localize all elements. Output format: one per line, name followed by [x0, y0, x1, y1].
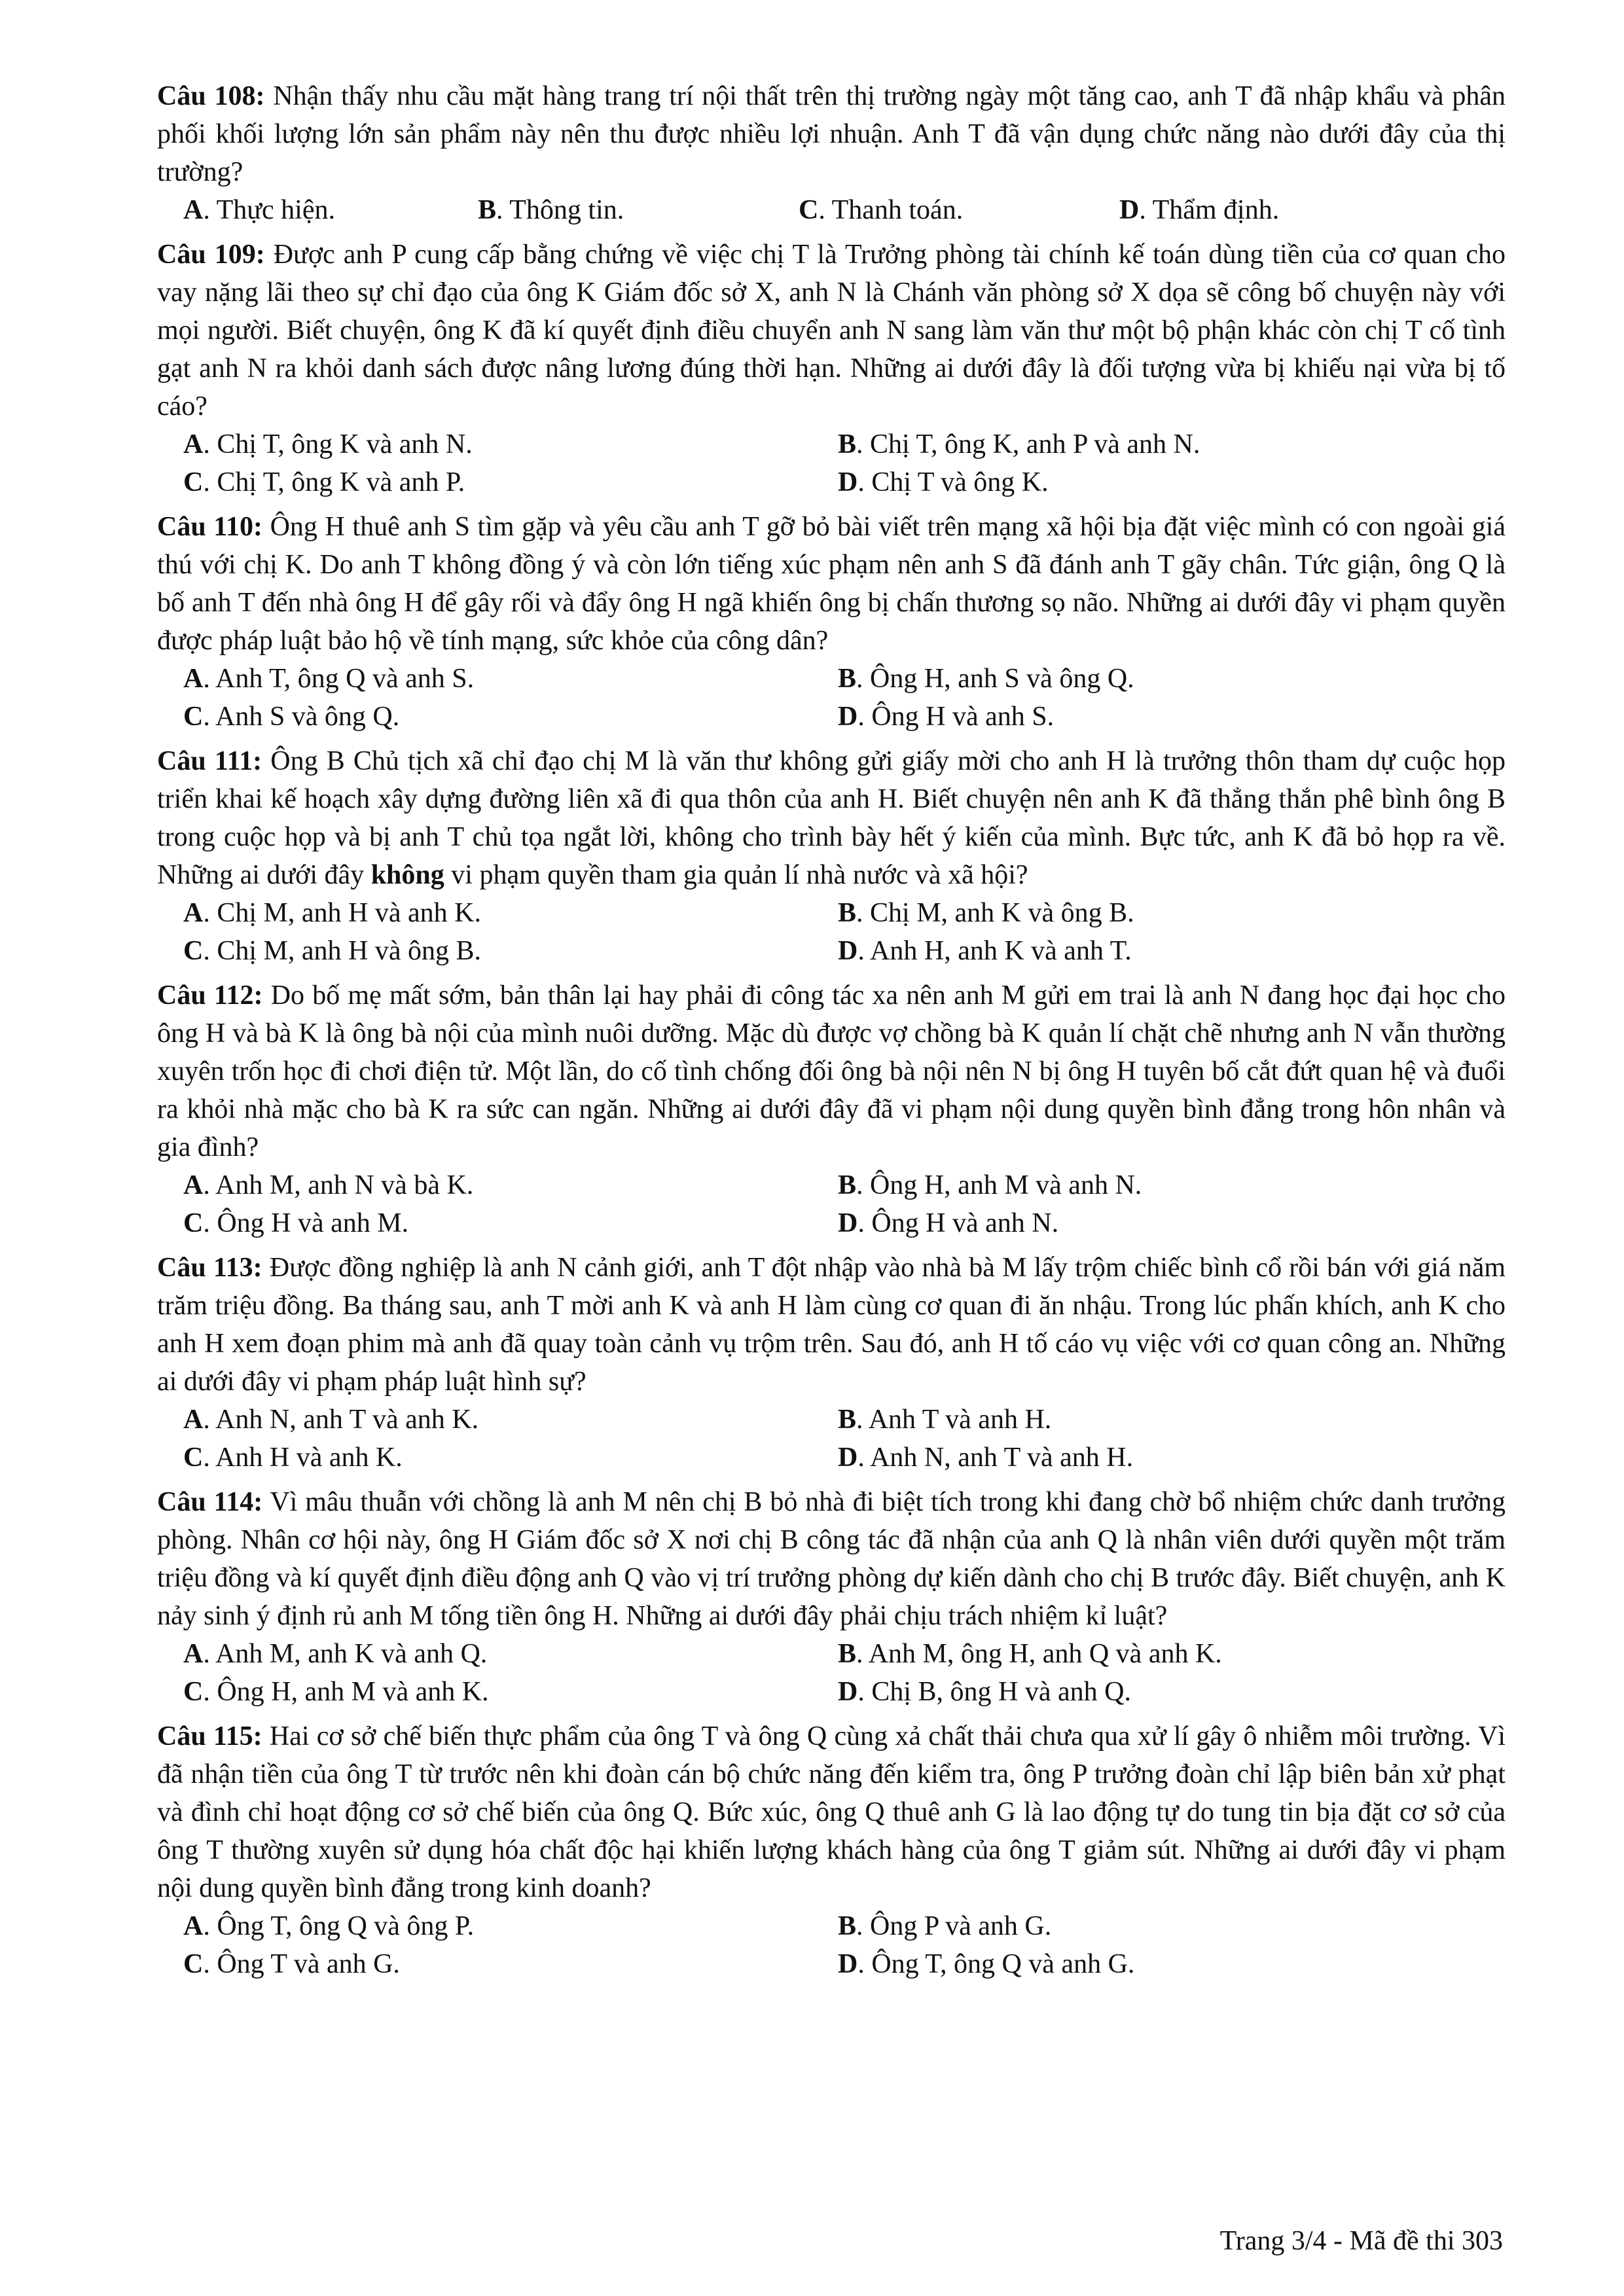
- option-letter: D: [838, 702, 858, 732]
- question-stem: [157, 1483, 1506, 1635]
- option-letter: C: [183, 702, 204, 732]
- option-b[interactable]: [838, 660, 1519, 698]
- question-text: vi phạm quyền tham gia quản lí nhà nước và xã hội?: [444, 860, 1028, 890]
- option-text: . Ông T và anh G.: [203, 1949, 400, 1979]
- option-c[interactable]: [157, 1945, 838, 1983]
- question-label: Câu 112:: [157, 980, 263, 1011]
- option-b[interactable]: [478, 191, 799, 229]
- option-text: . Chị T, ông K và anh N.: [203, 429, 473, 459]
- option-text: . Ông T, ông Q và ông P.: [203, 1911, 475, 1941]
- question-112: [157, 977, 1506, 1242]
- option-d[interactable]: [838, 1204, 1519, 1242]
- option-text: . Ông H, anh M và anh N.: [856, 1170, 1142, 1200]
- option-text: . Anh H, anh K và anh T.: [857, 936, 1132, 966]
- option-text: . Thực hiện.: [203, 195, 335, 225]
- question-text: Được đồng nghiệp là anh N cảnh giới, anh T đột nhập vào nhà bà M lấy trộm chiếc bình cổ rồi bán với giá năm trăm triệu đồng. Ba tháng sau, anh T mời anh K và anh H làm cùng cơ quan đi ăn nhậu. Trong lúc phấn khích, anh K cho anh H xem đoạn phim mà anh đã quay toàn cảnh vụ trộm trên. Sau đó, anh H tố cáo vụ việc với cơ quan công an. Những ai dưới đây vi phạm pháp luật hình sự?: [157, 1253, 1506, 1397]
- question-110: [157, 508, 1506, 736]
- question-label: Câu 115:: [157, 1721, 262, 1751]
- question-stem: [157, 508, 1506, 660]
- question-stem: [157, 1717, 1506, 1907]
- question-label: Câu 114:: [157, 1487, 263, 1517]
- option-text: . Anh S và ông Q.: [203, 702, 400, 732]
- question-label: Câu 110:: [157, 512, 262, 542]
- option-letter: A: [183, 1911, 204, 1941]
- option-letter: B: [838, 429, 857, 459]
- option-a[interactable]: [157, 1166, 838, 1204]
- option-d[interactable]: [838, 698, 1519, 736]
- option-d[interactable]: [838, 1945, 1519, 1983]
- option-b[interactable]: [838, 1401, 1519, 1439]
- option-letter: B: [838, 664, 857, 694]
- question-text: Vì mâu thuẫn với chồng là anh M nên chị B bỏ nhà đi biệt tích trong khi đang chờ bổ nhiệm chức danh trưởng phòng. Nhân cơ hội này, ông H Giám đốc sở X nơi chị B công tác đã nhận của anh Q là nhân viên dưới quyền một trăm triệu đồng và kí quyết định điều động anh Q vào vị trí trưởng phòng dự kiến dành cho chị B trước đây. Biết chuyện, anh K nảy sinh ý định rủ anh M tống tiền ông H. Những ai dưới đây phải chịu trách nhiệm kỉ luật?: [157, 1487, 1506, 1631]
- answer-options: [157, 894, 1506, 970]
- option-letter: A: [183, 195, 204, 225]
- question-111: [157, 742, 1506, 970]
- option-text: . Chị M, anh K và ông B.: [856, 898, 1134, 928]
- exam-page: [157, 77, 1506, 1990]
- answer-options: [157, 1401, 1506, 1477]
- question-text: Nhận thấy nhu cầu mặt hàng trang trí nội thất trên thị trường ngày một tăng cao, anh T đã nhập khẩu và phân phối khối lượng lớn sản phẩm này nên thu được nhiều lợi nhuận. Anh T đã vận dụng chức năng nào dưới đây của thị trường?: [157, 81, 1506, 187]
- answer-options: [157, 425, 1506, 501]
- answer-options: [157, 1166, 1506, 1242]
- options-row: [157, 660, 1506, 698]
- question-stem: [157, 1249, 1506, 1401]
- option-a[interactable]: [157, 1635, 838, 1673]
- option-letter: C: [183, 1677, 204, 1707]
- option-text: . Ông H, anh S và ông Q.: [856, 664, 1134, 694]
- option-text: . Ông H và anh M.: [203, 1208, 409, 1238]
- option-text: . Anh T và anh H.: [856, 1405, 1052, 1435]
- option-text: . Ông H, anh M và anh K.: [203, 1677, 489, 1707]
- question-115: [157, 1717, 1506, 1983]
- option-letter: C: [183, 1443, 204, 1473]
- options-row: [157, 932, 1506, 970]
- option-c[interactable]: [157, 1673, 838, 1711]
- options-row: [157, 191, 1506, 229]
- option-text: . Chị T và ông K.: [857, 467, 1049, 497]
- option-letter: B: [838, 1170, 857, 1200]
- option-letter: C: [183, 467, 204, 497]
- option-d[interactable]: [838, 463, 1519, 501]
- option-text: . Anh T, ông Q và anh S.: [203, 664, 475, 694]
- option-letter: C: [183, 936, 204, 966]
- option-text: . Chị M, anh H và anh K.: [203, 898, 481, 928]
- option-letter: A: [183, 1170, 204, 1200]
- option-text: . Thẩm định.: [1139, 195, 1280, 225]
- option-c[interactable]: [157, 463, 838, 501]
- option-letter: D: [838, 467, 858, 497]
- option-a[interactable]: [157, 1907, 838, 1945]
- option-b[interactable]: [838, 1907, 1519, 1945]
- question-text: Ông H thuê anh S tìm gặp và yêu cầu anh T gỡ bỏ bài viết trên mạng xã hội bịa đặt việc mình có con ngoài giá thú với chị K. Do anh T không đồng ý và còn lớn tiếng xúc phạm nên anh S đã đánh anh T gãy chân. Tức giận, ông Q là bố anh T đến nhà ông H để gây rối và đẩy ông H ngã khiến ông bị chấn thương sọ não. Những ai dưới đây vi phạm quyền được pháp luật bảo hộ về tính mạng, sức khỏe của công dân?: [157, 512, 1506, 656]
- question-label: Câu 111:: [157, 746, 262, 776]
- option-letter: B: [838, 898, 857, 928]
- option-b[interactable]: [838, 1635, 1519, 1673]
- question-text: Ông B Chủ tịch xã chỉ đạo chị M là văn thư không gửi giấy mời cho anh H là trưởng thôn tham dự cuộc họp triển khai kế hoạch xây dựng đường liên xã đi qua thôn của anh H. Biết chuyện nên anh K đã thẳng thắn phê bình ông B trong cuộc họp và bị anh T chủ tọa ngắt lời, không cho trình bày hết ý kiến của mình. Bực tức, anh K đã bỏ họp ra về. Những ai dưới đây: [157, 746, 1506, 890]
- option-letter: D: [838, 936, 858, 966]
- options-row: [157, 1166, 1506, 1204]
- option-a[interactable]: [157, 191, 478, 229]
- option-letter: C: [799, 195, 819, 225]
- option-text: . Anh N, anh T và anh H.: [857, 1443, 1134, 1473]
- option-text: . Ông H và anh S.: [857, 702, 1055, 732]
- question-stem: [157, 236, 1506, 425]
- option-text: . Ông T, ông Q và anh G.: [857, 1949, 1135, 1979]
- option-letter: A: [183, 1405, 204, 1435]
- option-a[interactable]: [157, 660, 838, 698]
- option-b[interactable]: [838, 1166, 1519, 1204]
- option-text: . Thông tin.: [496, 195, 624, 225]
- option-c[interactable]: [157, 1204, 838, 1242]
- option-text: . Chị B, ông H và anh Q.: [857, 1677, 1131, 1707]
- option-letter: D: [838, 1208, 858, 1238]
- option-a[interactable]: [157, 425, 838, 463]
- option-d[interactable]: [838, 1439, 1519, 1477]
- question-text: Hai cơ sở chế biến thực phẩm của ông T và ông Q cùng xả chất thải chưa qua xử lí gây ô nhiễm môi trường. Vì đã nhận tiền của ông T từ trước nên khi đoàn cán bộ chức năng đến kiểm tra, ông P trưởng đoàn chỉ lập biên bản xử phạt và đình chỉ hoạt động cơ sở chế biến của ông Q. Bức xúc, ông Q thuê anh G là lao động tự do tung tin bịa đặt cơ sở của ông T thường xuyên sử dụng hóa chất độc hại khiến lượng khách hàng của ông T giảm sút. Những ai dưới đây vi phạm nội dung quyền bình đẳng trong kinh doanh?: [157, 1721, 1506, 1903]
- option-letter: C: [183, 1949, 204, 1979]
- option-c[interactable]: [157, 698, 838, 736]
- question-text: Do bố mẹ mất sớm, bản thân lại hay phải đi công tác xa nên anh M gửi em trai là anh N đang học đại học cho ông H và bà K là ông bà nội của mình nuôi dưỡng. Mặc dù được vợ chồng bà K quản lí chặt chẽ nhưng anh N vẫn thường xuyên trốn học đi chơi điện tử. Một lần, do cố tình chống đối ông bà nội nên N bị ông H tuyên bố cắt đứt quan hệ và đuổi ra khỏi nhà mặc cho bà K ra sức can ngăn. Những ai dưới đây đã vi phạm nội dung quyền bình đẳng trong hôn nhân và gia đình?: [157, 980, 1506, 1162]
- option-c[interactable]: [157, 1439, 838, 1477]
- option-text: . Chị M, anh H và ông B.: [203, 936, 481, 966]
- option-letter: A: [183, 1639, 204, 1669]
- option-a[interactable]: [157, 894, 838, 932]
- question-text: Được anh P cung cấp bằng chứng về việc chị T là Trưởng phòng tài chính kế toán dùng tiền của cơ quan cho vay nặng lãi theo sự chỉ đạo của ông K Giám đốc sở X, anh N là Chánh văn phòng sở X dọa sẽ công bố chuyện này với mọi người. Biết chuyện, ông K đã kí quyết định điều chuyển anh N sang làm văn thư một bộ phận khác còn chị T cố tình gạt anh N ra khỏi danh sách được nâng lương đúng thời hạn. Những ai dưới đây là đối tượng vừa bị khiếu nại vừa bị tố cáo?: [157, 240, 1506, 422]
- question-113: [157, 1249, 1506, 1477]
- options-row: [157, 1401, 1506, 1439]
- option-a[interactable]: [157, 1401, 838, 1439]
- question-108: [157, 77, 1506, 229]
- option-d[interactable]: [1119, 191, 1440, 229]
- option-c[interactable]: [157, 932, 838, 970]
- option-text: . Anh H và anh K.: [203, 1443, 403, 1473]
- option-d[interactable]: [838, 932, 1519, 970]
- options-row: [157, 1204, 1506, 1242]
- option-letter: B: [838, 1405, 857, 1435]
- option-letter: B: [838, 1639, 857, 1669]
- options-row: [157, 1673, 1506, 1711]
- option-letter: D: [838, 1443, 858, 1473]
- question-stem: [157, 742, 1506, 894]
- option-letter: A: [183, 429, 204, 459]
- option-text: . Anh M, anh N và bà K.: [203, 1170, 474, 1200]
- option-c[interactable]: [799, 191, 1119, 229]
- options-row: [157, 1635, 1506, 1673]
- options-row: [157, 1439, 1506, 1477]
- question-114: [157, 1483, 1506, 1711]
- question-label: Câu 113:: [157, 1253, 262, 1283]
- page-footer: Trang 3/4 - Mã đề thi 303: [1219, 2226, 1503, 2256]
- option-text: . Ông H và anh N.: [857, 1208, 1059, 1238]
- option-b[interactable]: [838, 425, 1519, 463]
- option-text: . Anh M, anh K và anh Q.: [203, 1639, 488, 1669]
- option-text: . Thanh toán.: [818, 195, 964, 225]
- option-b[interactable]: [838, 894, 1519, 932]
- option-text: . Ông P và anh G.: [856, 1911, 1052, 1941]
- question-label: Câu 109:: [157, 240, 265, 270]
- answer-options: [157, 191, 1506, 229]
- answer-options: [157, 1907, 1506, 1983]
- options-row: [157, 894, 1506, 932]
- options-row: [157, 698, 1506, 736]
- option-letter: C: [183, 1208, 204, 1238]
- option-letter: A: [183, 898, 204, 928]
- question-label: Câu 108:: [157, 81, 265, 111]
- answer-options: [157, 660, 1506, 736]
- options-row: [157, 1907, 1506, 1945]
- question-109: [157, 236, 1506, 501]
- option-letter: B: [478, 195, 497, 225]
- option-letter: D: [1119, 195, 1140, 225]
- option-text: . Anh N, anh T và anh K.: [203, 1405, 479, 1435]
- option-letter: D: [838, 1677, 858, 1707]
- option-text: . Chị T, ông K và anh P.: [203, 467, 465, 497]
- options-row: [157, 1945, 1506, 1983]
- options-row: [157, 425, 1506, 463]
- option-d[interactable]: [838, 1673, 1519, 1711]
- options-row: [157, 463, 1506, 501]
- option-text: . Chị T, ông K, anh P và anh N.: [856, 429, 1200, 459]
- question-emphasis: không: [370, 860, 444, 890]
- answer-options: [157, 1635, 1506, 1711]
- question-stem: [157, 77, 1506, 191]
- option-letter: B: [838, 1911, 857, 1941]
- question-stem: [157, 977, 1506, 1166]
- option-letter: A: [183, 664, 204, 694]
- option-letter: D: [838, 1949, 858, 1979]
- option-text: . Anh M, ông H, anh Q và anh K.: [856, 1639, 1222, 1669]
